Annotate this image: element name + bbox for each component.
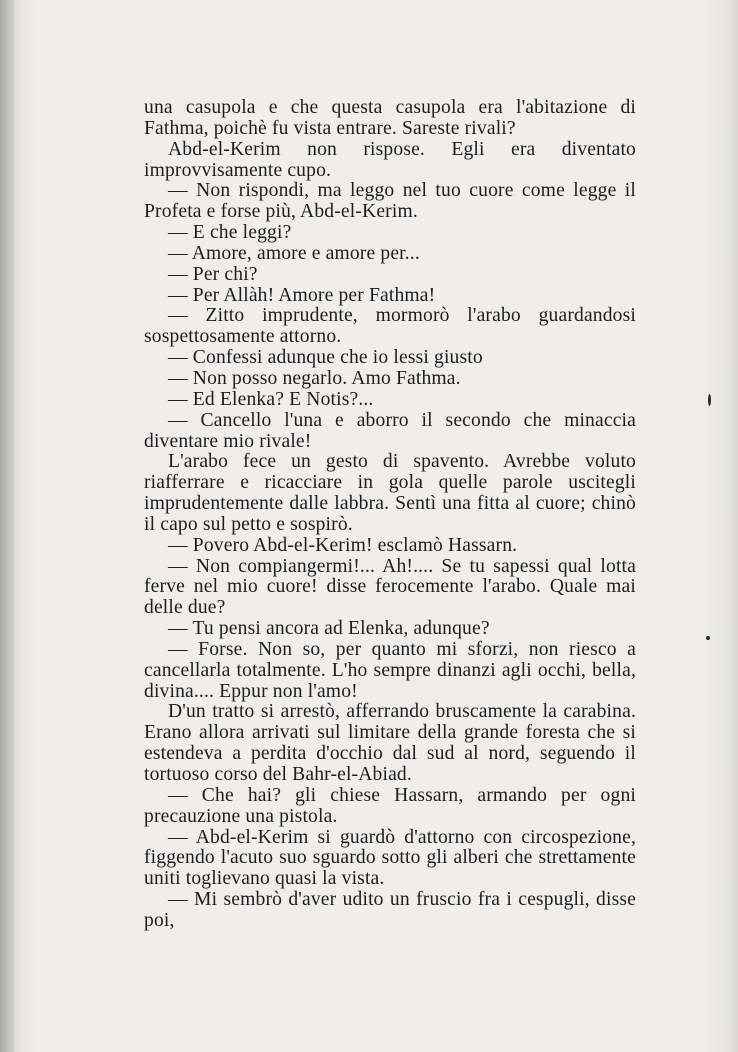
paragraph: L'arabo fece un gesto di spavento. Avrebbe voluto riafferrare e ricacciare in gola quelle parole uscitegli imprudentemente dalle labbra. Sentì una fitta al cuore; chinò il capo sul petto e sospirò. <box>144 451 636 535</box>
paragraph: — Amore, amore e amore per... <box>168 242 420 264</box>
paragraph: — Non posso negarlo. Amo Fathma. <box>168 367 461 389</box>
print-speck <box>706 636 710 640</box>
page-spine-shadow <box>0 0 14 1052</box>
paragraph: Abd-el-Kerim non rispose. Egli era diventato improvvisamente cupo. <box>144 138 636 181</box>
paragraph: — Cancello l'una e aborro il secondo che minaccia diventare mio rivale! <box>144 409 636 452</box>
paragraph: — Non compiangermi!... Ah!.... Se tu sapessi qual lotta ferve nel mio cuore! disse ferocemente l'arabo. Quale mai delle due? <box>144 555 636 619</box>
print-speck <box>708 394 711 406</box>
paragraph: — Ed Elenka? E Notis?... <box>168 388 374 410</box>
paragraph: — Zitto imprudente, mormorò l'arabo guardandosi sospettosamente attorno. <box>144 305 636 348</box>
paragraph: — Confessi adunque che io lessi giusto <box>168 347 483 369</box>
paragraph: — Per Allàh! Amore per Fathma! <box>168 284 436 306</box>
paragraph: — Povero Abd-el-Kerim! esclamò Hassarn. <box>168 534 518 556</box>
paragraph: — Per chi? <box>168 263 258 285</box>
paragraph: — Abd-el-Kerim si guardò d'attorno con circospezione, figgendo l'acuto suo sguardo sotto gli alberi che strettamente uniti toglievano quasi la vista. <box>144 826 636 890</box>
page-text-body <box>144 98 636 932</box>
paragraph: — Mi sembrò d'aver udito un fruscio fra i cespugli, disse poi, <box>144 889 636 931</box>
paragraph: D'un tratto si arrestò, afferrando bruscamente la carabina. Erano allora arrivati sul limitare della grande foresta che si estendeva a perdita d'occhio dal sud al nord, seguendo il tortuoso corso del Bahr-el-Abiad. <box>144 701 636 785</box>
paragraph: — Forse. Non so, per quanto mi sforzi, non riesco a cancellarla totalmente. L'ho sempre dinanzi agli occhi, bella, divina.... Eppur non l'amo! <box>144 638 636 702</box>
paragraph: — Tu pensi ancora ad Elenka, adunque? <box>168 618 490 640</box>
paragraph: una casupola e che questa casupola era l'abitazione di Fathma, poichè fu vista entrare. Sareste rivali? <box>144 97 636 139</box>
paragraph: — Non rispondi, ma leggo nel tuo cuore come legge il Profeta e forse più, Abd-el-Kerim. <box>144 180 636 223</box>
paragraph: — E che leggi? <box>168 222 292 244</box>
paragraph: — Che hai? gli chiese Hassarn, armando per ogni precauzione una pistola. <box>144 784 636 827</box>
